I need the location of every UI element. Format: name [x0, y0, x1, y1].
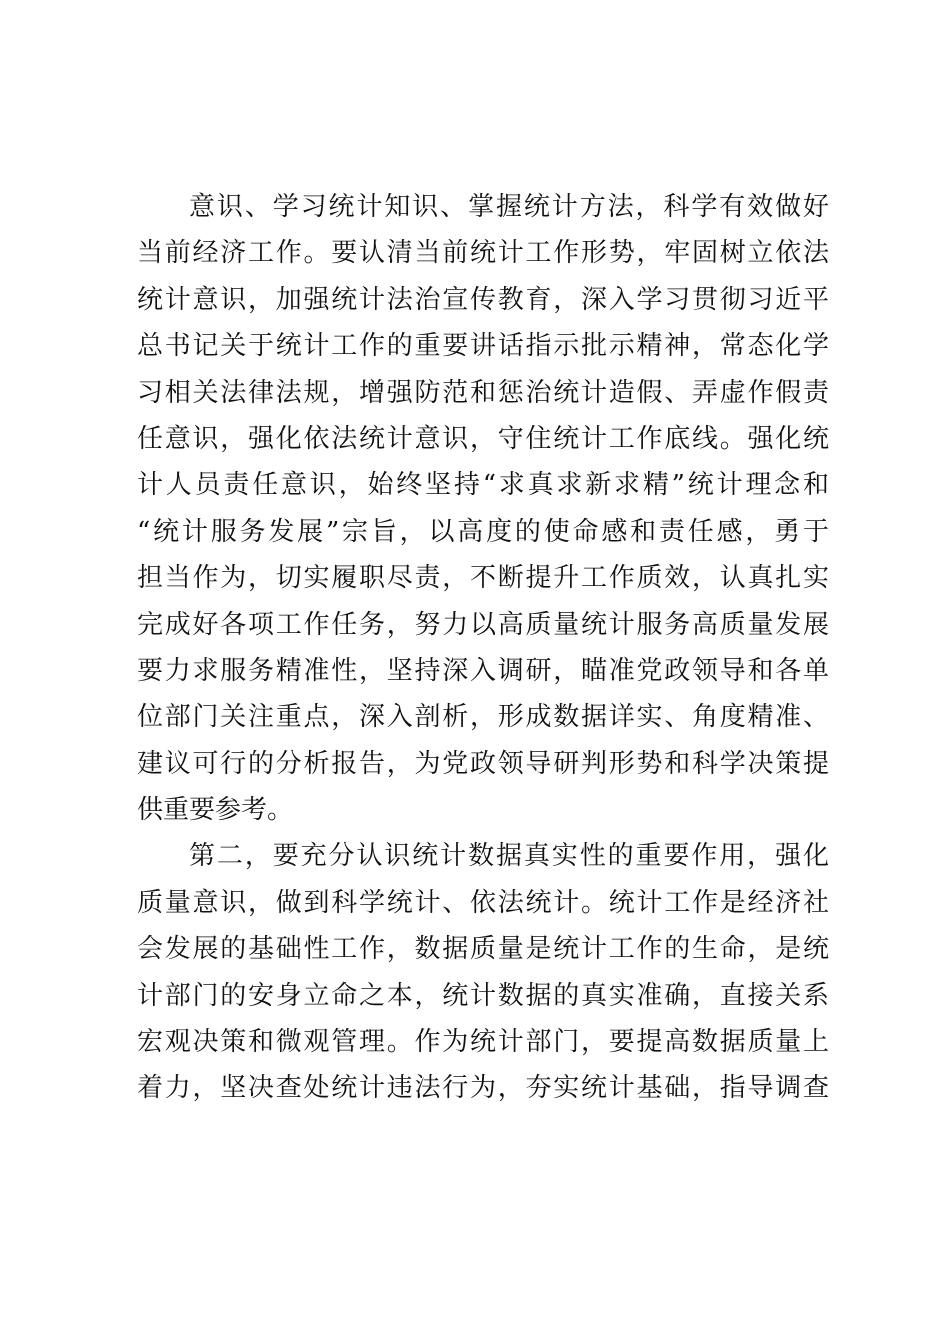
text-line: 质量意识，做到科学统计、依法统计。统计工作是经济社: [137, 887, 829, 918]
text-line: 任意识，强化依法统计意识，守住统计工作底线。强化统: [137, 423, 829, 454]
text-line: 担当作为，切实履职尽责，不断提升工作质效，认真扎实: [137, 563, 829, 594]
text-line: 着力，坚决查处统计违法行为，夯实统计基础，指导调查: [137, 1073, 829, 1104]
text-line: 位部门关注重点，深入剖析，形成数据详实、角度精准、: [137, 702, 829, 733]
text-line: 建议可行的分析报告，为党政领导研判形势和科学决策提: [137, 748, 829, 779]
text-line: 计部门的安身立命之本，统计数据的真实准确，直接关系: [137, 980, 829, 1011]
text-line: 当前经济工作。要认清当前统计工作形势，牢固树立依法: [137, 238, 829, 269]
text-line: 第二，要充分认识统计数据真实性的重要作用，强化: [189, 841, 829, 872]
text-line: 完成好各项工作任务，努力以高质量统计服务高质量发展: [137, 609, 829, 640]
text-line: 总书记关于统计工作的重要讲话指示批示精神，常态化学: [137, 331, 829, 362]
text-line: 会发展的基础性工作，数据质量是统计工作的生命，是统: [137, 934, 829, 965]
text-line: 习相关法律法规，增强防范和惩治统计造假、弄虚作假责: [137, 377, 829, 408]
body-text: [137, 184, 829, 1112]
text-line: 统计意识，加强统计法治宣传教育，深入学习贯彻习近平: [137, 284, 829, 315]
text-line: 供重要参考。: [137, 795, 294, 826]
text-line: 宏观决策和微观管理。作为统计部门，要提高数据质量上: [137, 1027, 829, 1058]
text-line: 意识、学习统计知识、掌握统计方法，科学有效做好: [189, 192, 829, 222]
text-line: 计人员责任意识，始终坚持“求真求新求精”统计理念和: [137, 470, 829, 501]
text-line: 要力求服务精准性，坚持深入调研，瞄准党政领导和各单: [137, 655, 829, 686]
text-line: “统计服务发展”宗旨，以高度的使命感和责任感，勇于: [137, 516, 829, 547]
